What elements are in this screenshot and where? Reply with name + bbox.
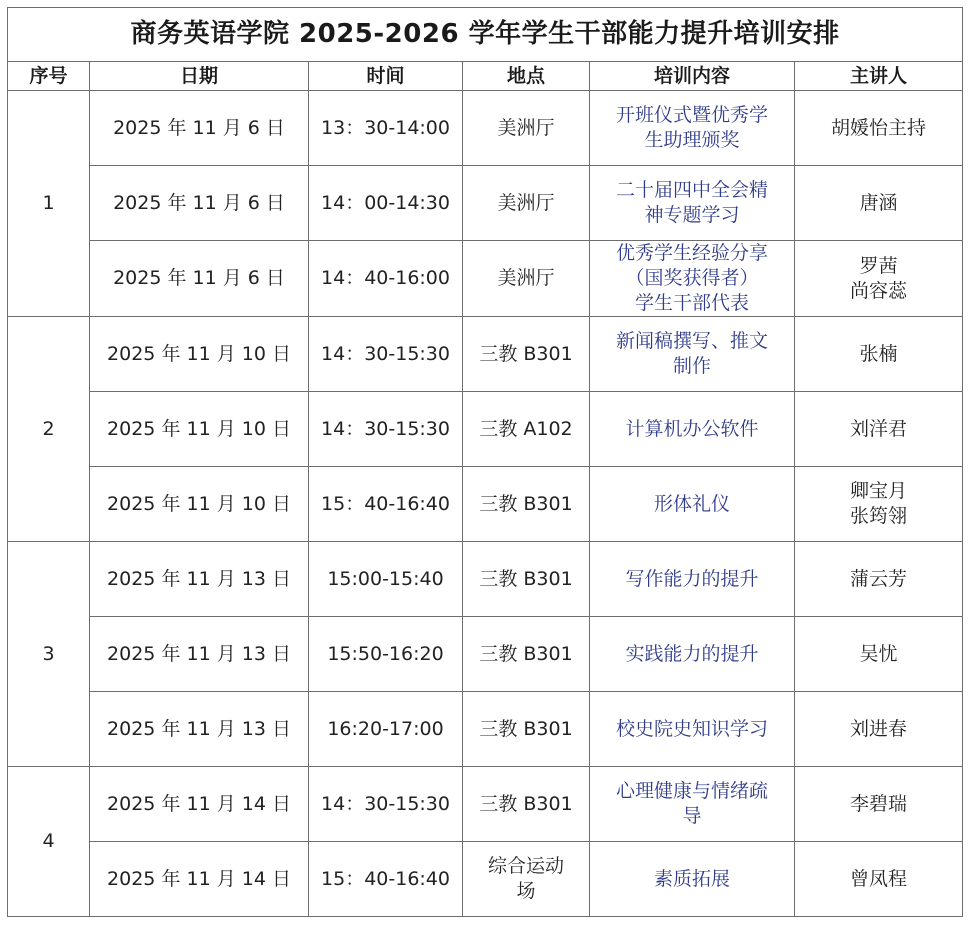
content-cell-line: 校史院史知识学习 [615, 717, 768, 740]
content-cell-line: 优秀学生经验分享 [615, 242, 768, 264]
speaker-cell-line: 吴忧 [859, 642, 898, 665]
speaker-cell-line: 唐涵 [859, 191, 898, 214]
group-number: 2 [8, 317, 90, 542]
content-cell-line: 生助理颁奖 [644, 129, 740, 151]
content-cell [590, 767, 795, 842]
time-cell: 16:20-17:00 [309, 692, 463, 767]
speaker-cell-line: 刘洋君 [850, 417, 908, 440]
table-row [8, 767, 963, 842]
speaker-cell [795, 842, 963, 917]
content-cell-line: （国奖获得者） [625, 267, 759, 289]
date-cell: 2025 年 11 月 13 日 [90, 692, 309, 767]
date-cell: 2025 年 11 月 13 日 [90, 617, 309, 692]
content-cell-line: 导 [682, 805, 702, 827]
time-cell: 15:00-15:40 [309, 542, 463, 617]
content-cell [590, 467, 795, 542]
content-cell-line: 二十届四中全会精 [615, 179, 768, 201]
date-cell: 2025 年 11 月 10 日 [90, 317, 309, 392]
column-header-no: 序号 [8, 62, 90, 91]
date-cell: 2025 年 11 月 14 日 [90, 767, 309, 842]
place-cell-line: 美洲厅 [497, 267, 555, 289]
column-header-date: 日期 [90, 62, 309, 91]
place-cell [463, 91, 590, 166]
time-cell: 15：40-16:40 [309, 842, 463, 917]
speaker-cell-line: 蒲云芳 [850, 567, 908, 590]
place-cell [463, 767, 590, 842]
table-row [8, 617, 963, 692]
place-cell [463, 842, 590, 917]
speaker-cell [795, 692, 963, 767]
time-cell: 14：40-16:00 [309, 241, 463, 317]
group-number: 1 [8, 91, 90, 317]
schedule-table [7, 7, 963, 917]
column-header-speaker: 主讲人 [795, 62, 963, 91]
speaker-cell-line: 卿宝月 [850, 480, 908, 502]
table-row [8, 241, 963, 317]
table-row [8, 692, 963, 767]
table-row [8, 166, 963, 241]
time-cell: 14：00-14:30 [309, 166, 463, 241]
speaker-cell-line: 罗茜 [859, 254, 898, 277]
speaker-cell-line: 李碧瑞 [850, 792, 908, 815]
table-row [8, 91, 963, 166]
content-cell [590, 317, 795, 392]
place-cell-line: 美洲厅 [497, 191, 555, 214]
speaker-cell [795, 241, 963, 317]
speaker-cell-line: 胡媛怡主持 [831, 116, 927, 139]
place-cell-line: 综合运动 [487, 855, 564, 877]
place-cell-line: 三教 A102 [479, 417, 573, 440]
content-cell-line: 制作 [672, 355, 711, 377]
group-number: 4 [8, 767, 90, 917]
place-cell-line: 三教 B301 [479, 567, 573, 590]
date-cell: 2025 年 11 月 14 日 [90, 842, 309, 917]
content-cell [590, 91, 795, 166]
content-cell-line: 心理健康与情绪疏 [615, 780, 768, 802]
time-cell: 14：30-15:30 [309, 767, 463, 842]
content-cell [590, 617, 795, 692]
title-row [8, 8, 963, 62]
place-cell [463, 392, 590, 467]
place-cell-line: 三教 B301 [479, 792, 573, 815]
page-title: 商务英语学院 2025-2026 学年学生干部能力提升培训安排 [8, 8, 963, 62]
speaker-cell-line: 张筠翎 [850, 505, 908, 527]
place-cell [463, 317, 590, 392]
content-cell [590, 241, 795, 317]
speaker-cell [795, 317, 963, 392]
place-cell-line: 三教 B301 [479, 342, 573, 365]
schedule-sheet [7, 7, 962, 942]
speaker-cell [795, 617, 963, 692]
content-cell-line: 神专题学习 [644, 204, 740, 226]
place-cell [463, 166, 590, 241]
content-cell-line: 形体礼仪 [653, 492, 730, 515]
speaker-cell [795, 91, 963, 166]
time-cell: 13：30-14:00 [309, 91, 463, 166]
speaker-cell-line: 尚容蕊 [850, 279, 908, 302]
time-cell: 15：40-16:40 [309, 467, 463, 542]
content-cell [590, 392, 795, 467]
place-cell-line: 三教 B301 [479, 492, 573, 515]
place-cell [463, 241, 590, 317]
speaker-cell [795, 166, 963, 241]
time-cell: 14：30-15:30 [309, 392, 463, 467]
date-cell: 2025 年 11 月 10 日 [90, 392, 309, 467]
place-cell [463, 692, 590, 767]
content-cell-line: 学生干部代表 [634, 292, 749, 314]
date-cell: 2025 年 11 月 6 日 [90, 241, 309, 317]
content-cell-line: 计算机办公软件 [625, 417, 759, 440]
speaker-cell [795, 392, 963, 467]
date-cell: 2025 年 11 月 10 日 [90, 467, 309, 542]
place-cell-line: 美洲厅 [497, 116, 555, 139]
content-cell [590, 542, 795, 617]
time-cell: 14：30-15:30 [309, 317, 463, 392]
place-cell [463, 542, 590, 617]
place-cell-line: 场 [516, 880, 536, 902]
content-cell-line: 新闻稿撰写、推文 [615, 330, 768, 352]
content-cell-line: 开班仪式暨优秀学 [615, 104, 768, 126]
place-cell [463, 467, 590, 542]
content-cell-line: 素质拓展 [653, 867, 730, 890]
speaker-cell-line: 曾凤程 [850, 867, 908, 890]
speaker-cell [795, 767, 963, 842]
group-number: 3 [8, 542, 90, 767]
date-cell: 2025 年 11 月 6 日 [90, 91, 309, 166]
table-row [8, 317, 963, 392]
column-header-content: 培训内容 [590, 62, 795, 91]
header-row [8, 62, 963, 91]
column-header-time: 时间 [309, 62, 463, 91]
column-header-place: 地点 [463, 62, 590, 91]
content-cell [590, 842, 795, 917]
table-row [8, 842, 963, 917]
speaker-cell-line: 刘进春 [850, 717, 908, 740]
time-cell: 15:50-16:20 [309, 617, 463, 692]
content-cell-line: 实践能力的提升 [625, 642, 759, 665]
place-cell-line: 三教 B301 [479, 717, 573, 740]
date-cell: 2025 年 11 月 6 日 [90, 166, 309, 241]
content-cell [590, 692, 795, 767]
date-cell: 2025 年 11 月 13 日 [90, 542, 309, 617]
place-cell [463, 617, 590, 692]
table-row [8, 542, 963, 617]
speaker-cell-line: 张楠 [859, 342, 898, 365]
table-row [8, 392, 963, 467]
content-cell-line: 写作能力的提升 [625, 567, 759, 590]
content-cell [590, 166, 795, 241]
speaker-cell [795, 467, 963, 542]
place-cell-line: 三教 B301 [479, 642, 573, 665]
speaker-cell [795, 542, 963, 617]
table-row [8, 467, 963, 542]
